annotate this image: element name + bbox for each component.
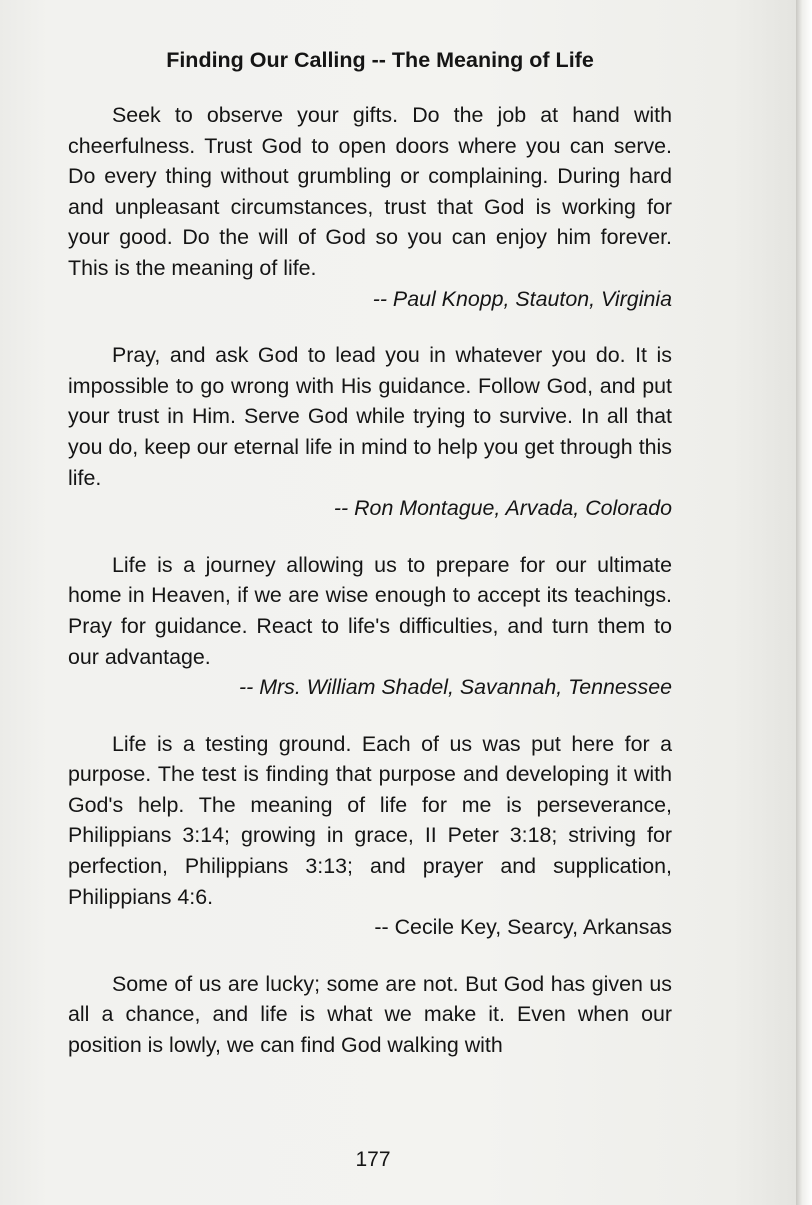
- entry-1: [68, 100, 672, 314]
- entry-signature: -- Ron Montague, Arvada, Colorado: [333, 496, 672, 521]
- entry-signature: -- Mrs. William Shadel, Savannah, Tennessee: [239, 675, 672, 700]
- entry-text: Life is a journey allowing us to prepare for our ultimate home in Heaven, if we are wise enough to accept its teachings. Pray for guidance. React to life's difficulties, and turn them to our advantage.: [68, 552, 672, 669]
- page-content: [68, 44, 672, 1061]
- entry-text: Pray, and ask God to lead you in whatever you do. It is impossible to go wrong with His guidance. Follow God, and put your trust in Him. Serve God while trying to survive. In all that you do, keep our eternal life in mind to help you get through this life.: [68, 343, 672, 490]
- entry-text: Life is a testing ground. Each of us was put here for a purpose. The test is finding that purpose and developing it with God's help. The meaning of life for me is perseverance, Philippians 3:14; growing in grace, II Peter 3:18; striving for perfection, Philippians 3:13; and prayer and supplication, Philippians 4:6.: [68, 731, 672, 909]
- entry-2: [68, 340, 672, 524]
- page-edge: [796, 0, 812, 1205]
- entry-4: [68, 729, 672, 943]
- entry-signature: -- Cecile Key, Searcy, Arkansas: [374, 915, 672, 940]
- entry-text: Seek to observe your gifts. Do the job at hand with cheerfulness. Trust God to open doors where you can serve. Do every thing without grumbling or complaining. During hard and unpleasant circumstances, trust that God is working for your good. Do the will of God so you can enjoy him forever. This is the meaning of life.: [68, 103, 672, 280]
- entry-5: [68, 969, 672, 1061]
- entry-text: Some of us are lucky; some are not. But God has given us all a chance, and life is what we make it. Even when our position is lowly, we can find God walking with: [68, 971, 672, 1058]
- page-number: 177: [355, 1148, 391, 1171]
- entry-3: [68, 550, 672, 703]
- entry-signature: -- Paul Knopp, Stauton, Virginia: [372, 286, 672, 311]
- page-title: Finding Our Calling -- The Meaning of Life: [166, 48, 594, 72]
